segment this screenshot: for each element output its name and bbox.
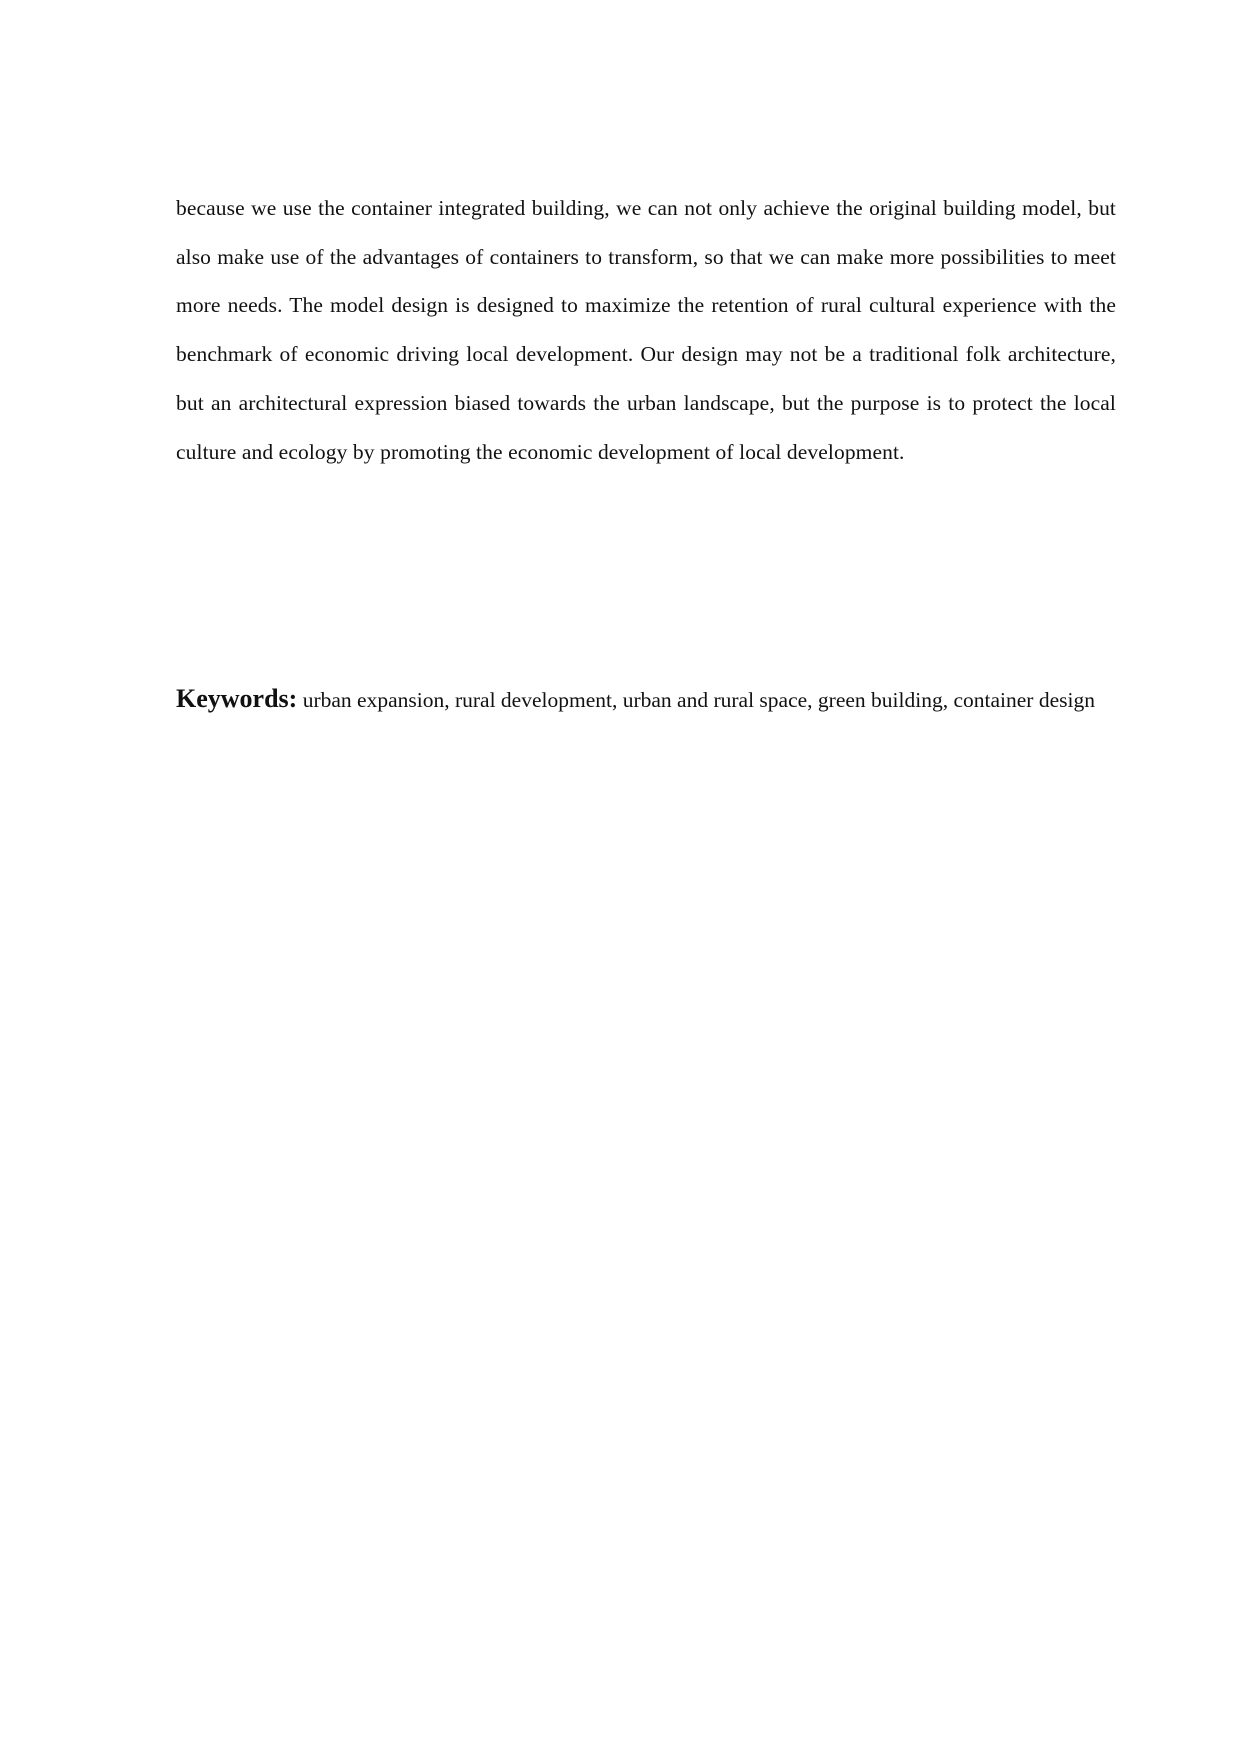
abstract-paragraph: because we use the container integrated building, we can not only achieve the original building model, but also make use of the advantages of containers to transform, so that we can make more possibilities to meet more needs. The model design is designed to maximize the retention of rural cultural experience with the benchmark of economic driving local development. Our design may not be a traditional folk architecture, but an architectural expression biased towards the urban landscape, but the purpose is to protect the local culture and ecology by promoting the economic development of local development. bbox=[176, 196, 1116, 464]
keywords-label: Keywords: bbox=[176, 684, 298, 713]
keywords-line bbox=[176, 672, 1116, 727]
keywords-text: urban expansion, rural development, urban and rural space, green building, container design bbox=[297, 688, 1095, 712]
